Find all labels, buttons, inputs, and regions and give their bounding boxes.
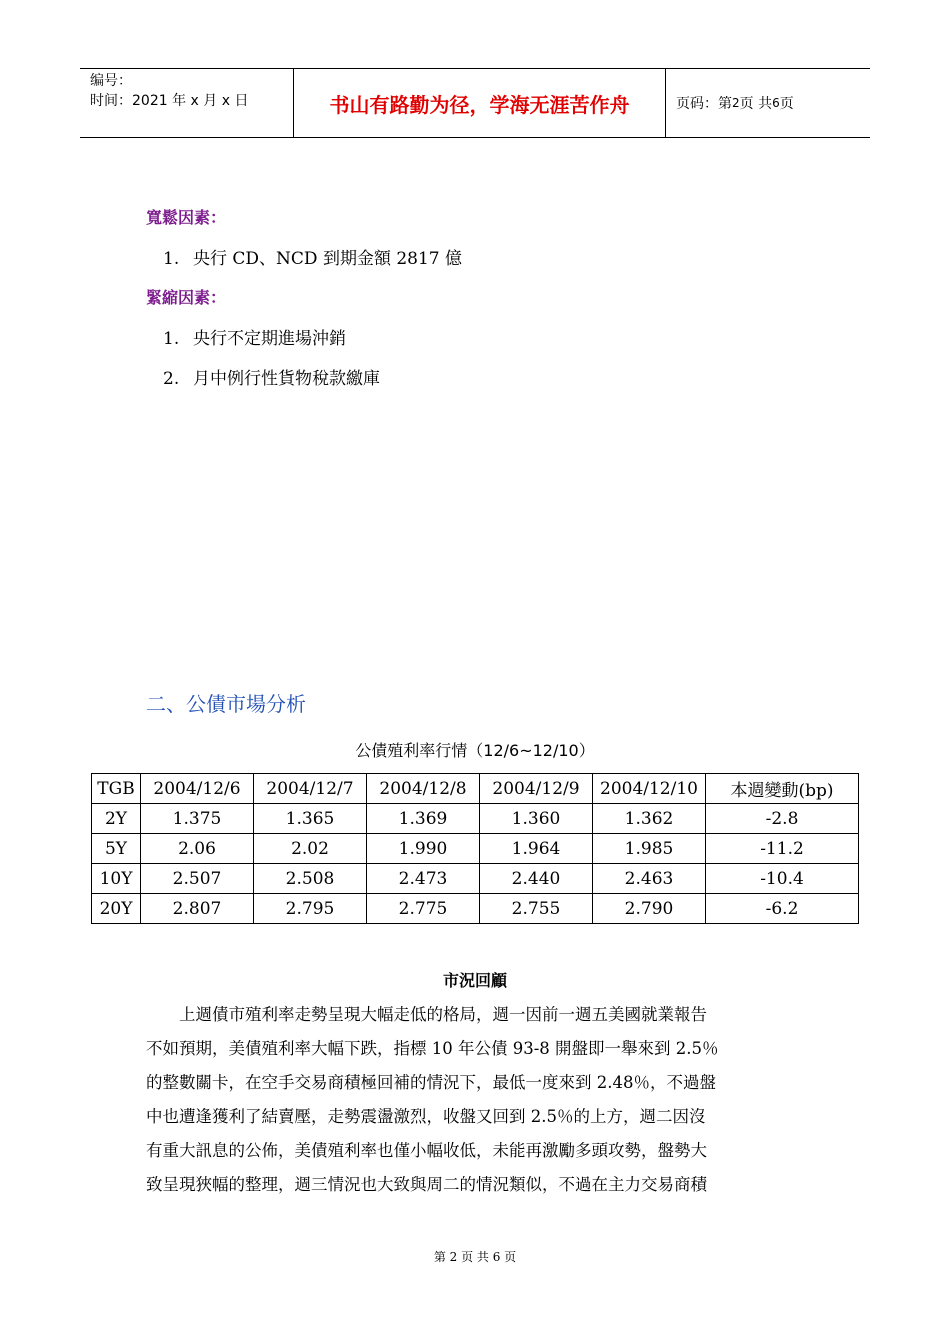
table-cell: 2.06 xyxy=(141,834,254,864)
list-number: 1. xyxy=(163,249,180,269)
table-cell: 2.473 xyxy=(367,864,480,894)
table-cell: 1.365 xyxy=(254,804,367,834)
header-page-suffix: 页 xyxy=(779,96,794,112)
header-time-label: 时间：2021 年 x 月 x 日 xyxy=(90,93,249,109)
table-cell: 1.964 xyxy=(480,834,593,864)
table-cell: -10.4 xyxy=(706,864,859,894)
header-page-info xyxy=(666,69,870,137)
table-cell: 1.369 xyxy=(367,804,480,834)
list-text: 央行不定期進場沖銷 xyxy=(193,329,346,349)
table-cell: 2.790 xyxy=(593,894,706,924)
paragraph-line: 不如預期，美債殖利率大幅下跌，指標 10 年公債 93-8 開盤即一舉來到 2.5％ xyxy=(146,1039,719,1058)
header-motto: 书山有路勤为径，学海无涯苦作舟 xyxy=(294,69,666,137)
paragraph-line: 致呈現狹幅的整理，週三情況也大致與周二的情況類似，不過在主力交易商積 xyxy=(146,1175,707,1194)
table-cell: 1.375 xyxy=(141,804,254,834)
paragraph-line: 中也遭逢獲利了結賣壓，走勢震盪激烈，收盤又回到 2.5％的上方，週二因沒 xyxy=(146,1107,706,1126)
review-paragraph xyxy=(146,998,808,1202)
header-meta xyxy=(80,69,294,137)
table-cell: 2.507 xyxy=(141,864,254,894)
table-cell: 2.02 xyxy=(254,834,367,864)
column-header: TGB xyxy=(92,774,141,804)
table-row xyxy=(92,834,859,864)
page-header xyxy=(80,68,870,138)
tight-factors-label: 緊縮因素： xyxy=(146,288,227,307)
table-cell: 2Y xyxy=(92,804,141,834)
table-row xyxy=(92,864,859,894)
page-footer: 第 2 页 共 6 页 xyxy=(433,1250,517,1264)
header-page-mid: 页 共 xyxy=(739,96,773,112)
section-title: 二、公債市場分析 xyxy=(146,692,306,716)
table-cell: -11.2 xyxy=(706,834,859,864)
table-cell: 2.440 xyxy=(480,864,593,894)
list-number: 2. xyxy=(163,369,180,389)
table-cell: 1.360 xyxy=(480,804,593,834)
header-page-total: 6 xyxy=(772,96,780,110)
table-row xyxy=(92,804,859,834)
tight-factor-item xyxy=(163,364,380,389)
table-cell: 10Y xyxy=(92,864,141,894)
column-header: 2004/12/9 xyxy=(480,774,593,804)
table-cell: 1.985 xyxy=(593,834,706,864)
table-cell: 1.362 xyxy=(593,804,706,834)
table-cell: 5Y xyxy=(92,834,141,864)
header-page-current: 2 xyxy=(732,96,740,110)
loose-factors-label: 寬鬆因素： xyxy=(146,208,227,227)
list-text: 月中例行性貨物稅款繳庫 xyxy=(193,369,380,389)
table-header-row xyxy=(92,774,859,804)
column-header: 2004/12/8 xyxy=(367,774,480,804)
loose-factor-item xyxy=(163,244,462,269)
table-cell: -2.8 xyxy=(706,804,859,834)
table-cell: 20Y xyxy=(92,894,141,924)
table-cell: 2.463 xyxy=(593,864,706,894)
list-number: 1. xyxy=(163,329,180,349)
table-cell: -6.2 xyxy=(706,894,859,924)
paragraph-line: 上週債市殖利率走勢呈現大幅走低的格局，週一因前一週五美國就業報告 xyxy=(146,1005,707,1024)
column-header: 2004/12/10 xyxy=(593,774,706,804)
paragraph-line: 的整數關卡，在空手交易商積極回補的情況下，最低一度來到 2.48％，不過盤 xyxy=(146,1073,716,1092)
paragraph-line: 有重大訊息的公佈，美債殖利率也僅小幅收低，未能再激勵多頭攻勢，盤勢大 xyxy=(146,1141,707,1160)
list-text: 央行 CD、NCD 到期金額 2817 億 xyxy=(193,249,463,269)
table-cell: 2.775 xyxy=(367,894,480,924)
header-page-prefix: 页码：第 xyxy=(676,96,732,112)
table-cell: 2.755 xyxy=(480,894,593,924)
header-number-label: 编号： xyxy=(90,73,132,89)
column-header: 2004/12/6 xyxy=(141,774,254,804)
bond-yield-table xyxy=(91,773,859,924)
column-header: 本週變動(bp) xyxy=(706,774,859,804)
table-cell: 1.990 xyxy=(367,834,480,864)
column-header: 2004/12/7 xyxy=(254,774,367,804)
table-cell: 2.807 xyxy=(141,894,254,924)
table-caption: 公債殖利率行情（12/6~12/10） xyxy=(355,741,595,760)
table-cell: 2.508 xyxy=(254,864,367,894)
tight-factor-item xyxy=(163,324,346,349)
table-row xyxy=(92,894,859,924)
review-title: 市況回顧 xyxy=(442,971,507,990)
table-cell: 2.795 xyxy=(254,894,367,924)
